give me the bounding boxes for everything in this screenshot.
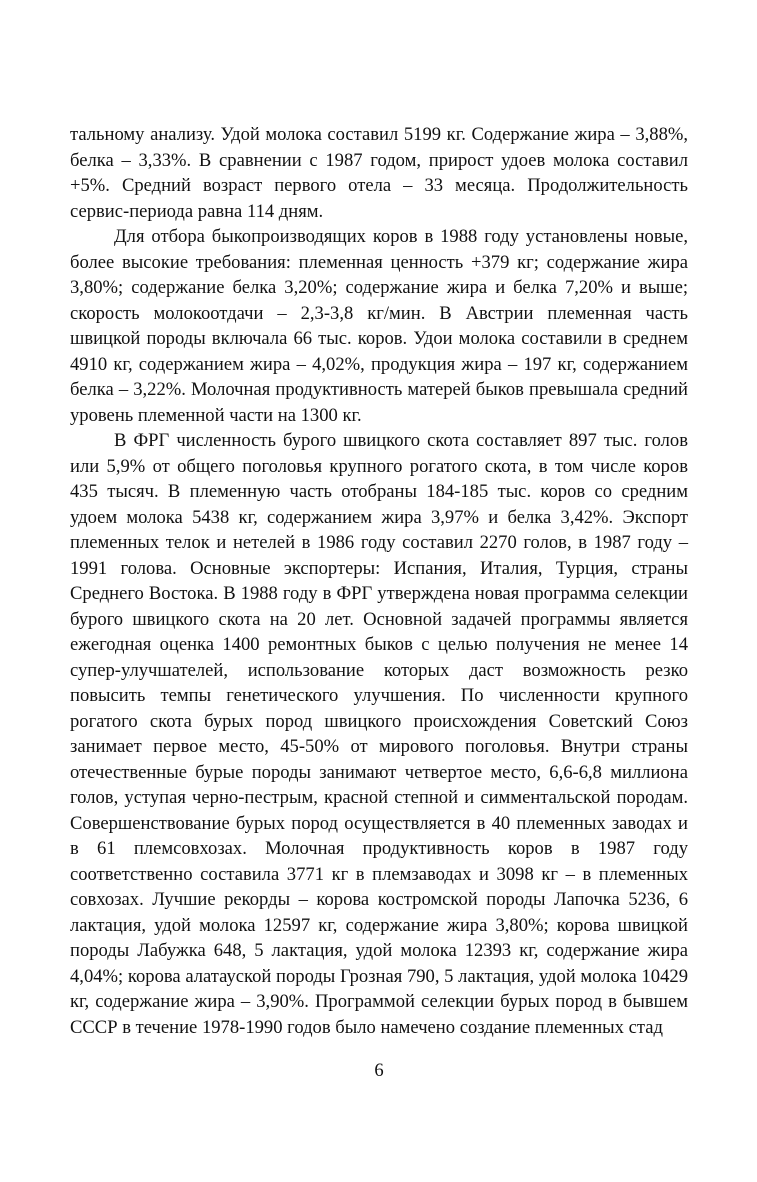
paragraph-1: тальному анализу. Удой молока составил 5199 кг. Содержание жира – 3,88%, белка – 3,33%. В сравнении с 1987 годом, прирост удоев молока составил +5%. Средний возраст первого отела – 33 месяца. Продолжительность сервис-периода равна 114 дням. bbox=[70, 124, 688, 222]
page-number: 6 bbox=[374, 1060, 384, 1081]
paragraph-3: В ФРГ численность бурого швицкого скота составляет 897 тыс. голов или 5,9% от общего поголовья крупного рогатого скота, в том числе коров 435 тысяч. В племенную часть отобраны 184-185 тыс. коров со средним удоем молока 5438 кг, содержанием жира 3,97% и белка 3,42%. Экспорт племенных телок и нетелей в 1986 году составил 2270 голов, в 1987 году – 1991 голова. Основные экспортеры: Испания, Италия, Турция, страны Среднего Востока. В 1988 году в ФРГ утверждена новая программа селекции бурого швицкого скота на 20 лет. Основной задачей программы является ежегодная оценка 1400 ремонтных быков с целью получения не менее 14 супер-улучшателей, использование которых даст возможность резко повысить темпы генетического улучшения. По численности крупного рогатого скота бурых пород швицкого происхождения Советский Союз занимает первое место, 45-50% от мирового поголовья. Внутри страны отечественные бурые породы занимают четвертое место, 6,6-6,8 миллиона голов, уступая черно-пестрым, красной степной и симментальской породам. Совершенствование бурых пород осуществляется в 40 племенных заводах и в 61 племсовхозах. Молочная продуктивность коров в 1987 году соответственно составила 3771 кг в племзаводах и 3098 кг – в племенных совхозах. Лучшие рекорды – корова костромской породы Лапочка 5236, 6 лактация, удой молока 12597 кг, содержание жира 3,80%; корова швицкой породы Лабужка 648, 5 лактация, удой молока 12393 кг, содержание жира 4,04%; корова алатауской породы Грозная 790, 5 лактация, удой молока 10429 кг, содержание жира – 3,90%. Программой селекции бурых пород в бывшем СССР в течение 1978-1990 годов было намечено создание племенных стад bbox=[70, 430, 688, 1038]
document-page bbox=[70, 0, 688, 1182]
body-text bbox=[70, 122, 688, 1040]
paragraph-2: Для отбора быкопроизводящих коров в 1988 году установлены новые, более высокие требования: племенная ценность +379 кг; содержание жира 3,80%; содержание белка 3,20%; содержание жира и белка 7,20% и выше; скорость молокоотдачи – 2,3-3,8 кг/мин. В Австрии племенная часть швицкой породы включала 66 тыс. коров. Удои молока составили в среднем 4910 кг, содержанием жира – 4,02%, продукция жира – 197 кг, содержанием белка – 3,22%. Молочная продуктивность матерей быков превышала средний уровень племенной части на 1300 кг. bbox=[70, 226, 688, 426]
